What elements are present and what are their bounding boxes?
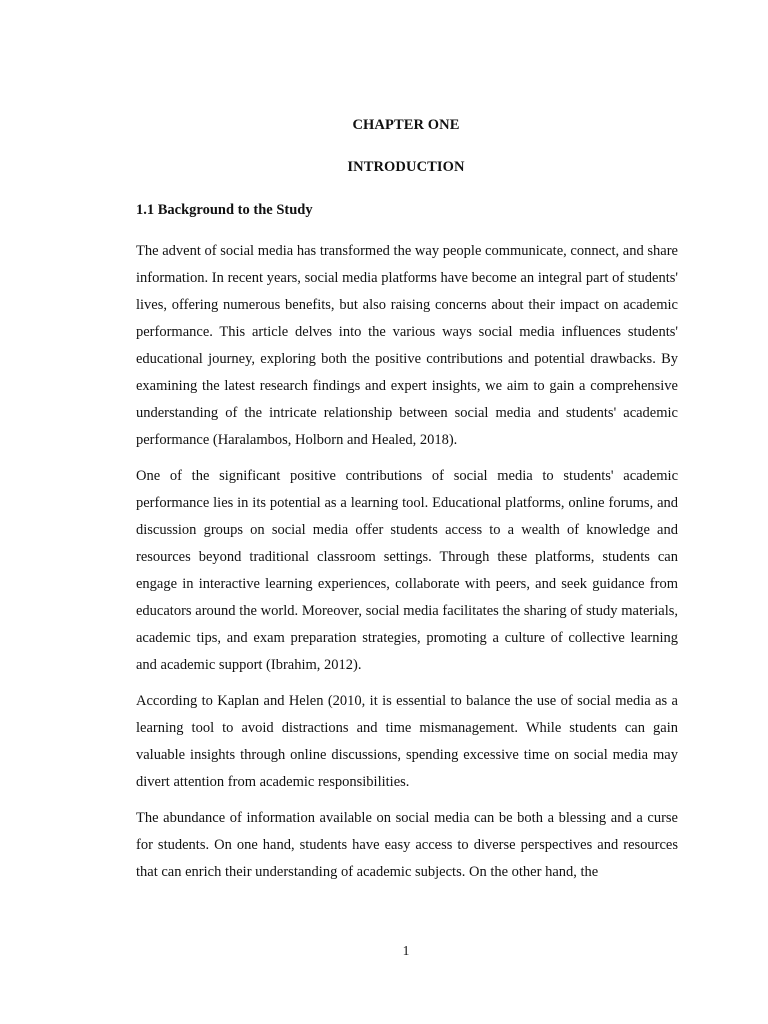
paragraph-4: The abundance of information available on social media can be both a blessing and a curse for students. On one hand, students have easy access to diverse perspectives and resources that can enrich their understanding of academic subjects. On the other hand, the [136,810,678,880]
paragraph-2: One of the significant positive contributions of social media to students' academic performance lies in its potential as a learning tool. Educational platforms, online forums, and discussion groups on social media offer students access to a wealth of knowledge and resources beyond traditional classroom settings. Through these platforms, students can engage in interactive learning experiences, collaborate with peers, and seek guidance from educators around the world. Moreover, social media facilitates the sharing of study materials, academic tips, and exam preparation strategies, promoting a culture of collective learning and academic support (Ibrahim, 2012). [136,468,678,673]
chapter-subtitle: INTRODUCTION [347,159,465,175]
section-heading: 1.1 Background to the Study [136,202,313,218]
paragraph-3: According to Kaplan and Helen (2010, it is essential to balance the use of social media as a learning tool to avoid distractions and time mismanagement. While students can gain valuable insights through online discussions, spending excessive time on social media may divert attention from academic responsibilities. [136,693,678,790]
paragraph-1: The advent of social media has transformed the way people communicate, connect, and share information. In recent years, social media platforms have become an integral part of students' lives, offering numerous benefits, but also raising concerns about their impact on academic performance. This article delves into the various ways social media influences students' educational journey, exploring both the positive contributions and potential drawbacks. By examining the latest research findings and expert insights, we aim to gain a comprehensive understanding of the intricate relationship between social media and students' academic performance (Haralambos, Holborn and Healed, 2018). [136,243,678,448]
page-number: 1 [402,943,410,958]
chapter-title: CHAPTER ONE [352,117,460,133]
